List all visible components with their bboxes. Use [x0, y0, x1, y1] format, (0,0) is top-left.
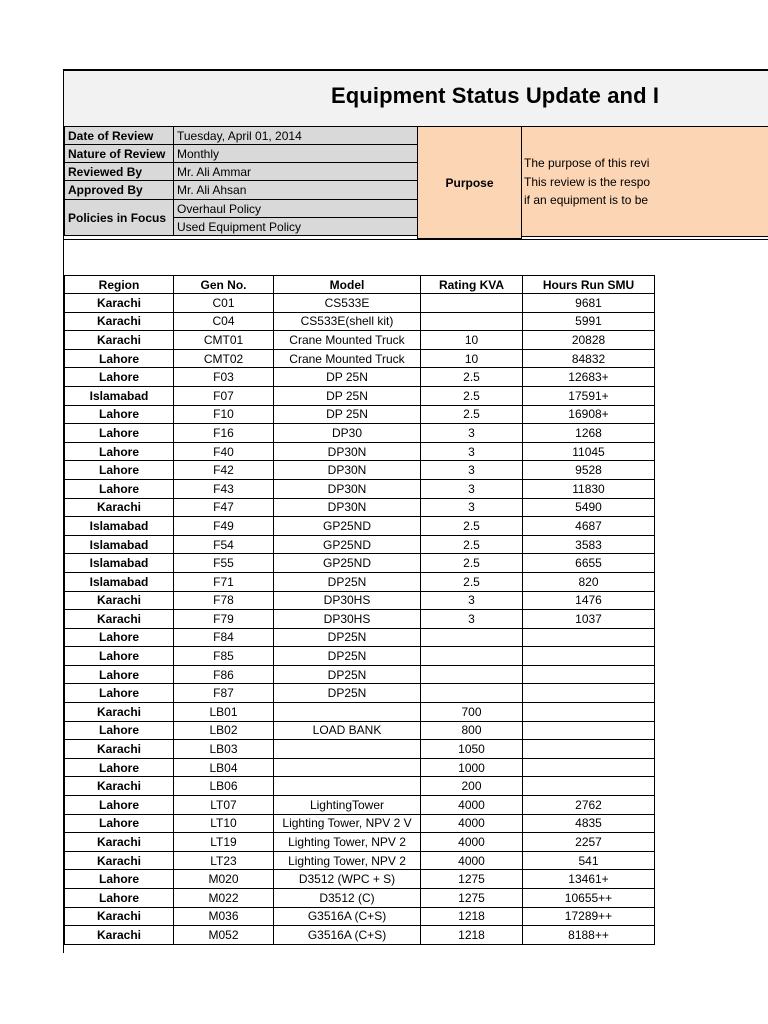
cell-hours-run: 16908+	[523, 405, 655, 424]
table-row	[65, 889, 655, 908]
cell-gen-no: M052	[174, 926, 274, 945]
cell-region: Lahore	[65, 405, 174, 424]
cell-hours-run	[523, 740, 655, 759]
cell-rating-kva: 4000	[421, 833, 523, 852]
table-row	[65, 554, 655, 573]
cell-model: G3516A (C+S)	[274, 907, 421, 926]
cell-hours-run: 4687	[523, 517, 655, 536]
cell-rating-kva: 1218	[421, 926, 523, 945]
table-row	[65, 926, 655, 945]
cell-hours-run: 12683+	[523, 368, 655, 387]
cell-model: D3512 (C)	[274, 889, 421, 908]
cell-gen-no: C01	[174, 294, 274, 313]
cell-hours-run: 1268	[523, 424, 655, 443]
cell-rating-kva: 200	[421, 777, 523, 796]
cell-region: Karachi	[65, 833, 174, 852]
cell-rating-kva: 1000	[421, 758, 523, 777]
cell-model: GP25ND	[274, 517, 421, 536]
cell-hours-run: 8188++	[523, 926, 655, 945]
review-header	[64, 126, 768, 239]
cell-region: Karachi	[65, 591, 174, 610]
cell-hours-run: 2257	[523, 833, 655, 852]
table-row	[65, 647, 655, 666]
cell-rating-kva	[421, 628, 523, 647]
table-row	[65, 758, 655, 777]
table-row	[65, 907, 655, 926]
table-row	[65, 386, 655, 405]
cell-model	[274, 740, 421, 759]
cell-hours-run: 1476	[523, 591, 655, 610]
table-row	[65, 479, 655, 498]
review-details-table	[64, 126, 419, 236]
cell-region: Lahore	[65, 479, 174, 498]
purpose-text	[521, 126, 768, 237]
policy-item: Overhaul Policy	[174, 200, 419, 218]
detail-value: Mr. Ali Ahsan	[174, 181, 419, 200]
cell-gen-no: LB06	[174, 777, 274, 796]
table-row	[65, 814, 655, 833]
cell-hours-run	[523, 721, 655, 740]
cell-hours-run	[523, 758, 655, 777]
detail-value: Monthly	[174, 145, 419, 163]
cell-rating-kva: 2.5	[421, 405, 523, 424]
cell-region: Lahore	[65, 368, 174, 387]
cell-model: LOAD BANK	[274, 721, 421, 740]
cell-rating-kva: 3	[421, 424, 523, 443]
cell-region: Lahore	[65, 461, 174, 480]
cell-model: DP25N	[274, 572, 421, 591]
cell-rating-kva: 1218	[421, 907, 523, 926]
cell-gen-no: F42	[174, 461, 274, 480]
cell-hours-run	[523, 647, 655, 666]
detail-value: Tuesday, April 01, 2014	[174, 127, 419, 145]
table-row	[65, 312, 655, 331]
cell-gen-no: LT23	[174, 851, 274, 870]
cell-rating-kva: 3	[421, 498, 523, 517]
table-row	[65, 405, 655, 424]
cell-gen-no: LT07	[174, 796, 274, 815]
cell-hours-run: 11045	[523, 442, 655, 461]
cell-rating-kva	[421, 665, 523, 684]
policy-item: Used Equipment Policy	[174, 218, 419, 236]
cell-model: DP 25N	[274, 368, 421, 387]
cell-hours-run: 9528	[523, 461, 655, 480]
column-header-hours-run: Hours Run SMU	[523, 276, 655, 294]
purpose-line: if an equipment is to be	[524, 193, 649, 207]
cell-rating-kva: 10	[421, 349, 523, 368]
review-detail-row	[65, 163, 419, 181]
table-row	[65, 796, 655, 815]
detail-label: Nature of Review	[65, 145, 174, 163]
cell-rating-kva: 4000	[421, 851, 523, 870]
table-row	[65, 517, 655, 536]
cell-hours-run: 17289++	[523, 907, 655, 926]
cell-hours-run: 10655++	[523, 889, 655, 908]
sheet-title: Equipment Status Update and I	[331, 83, 660, 108]
cell-region: Karachi	[65, 926, 174, 945]
table-row	[65, 851, 655, 870]
table-row	[65, 442, 655, 461]
cell-rating-kva: 3	[421, 591, 523, 610]
cell-gen-no: F84	[174, 628, 274, 647]
policy-row	[65, 200, 419, 218]
cell-hours-run	[523, 684, 655, 703]
cell-region: Lahore	[65, 870, 174, 889]
cell-hours-run: 3583	[523, 535, 655, 554]
cell-gen-no: M022	[174, 889, 274, 908]
column-header-gen-no: Gen No.	[174, 276, 274, 294]
cell-model: DP25N	[274, 684, 421, 703]
cell-rating-kva: 1050	[421, 740, 523, 759]
cell-gen-no: F43	[174, 479, 274, 498]
table-row	[65, 740, 655, 759]
cell-region: Karachi	[65, 777, 174, 796]
cell-region: Lahore	[65, 758, 174, 777]
cell-hours-run	[523, 665, 655, 684]
cell-region: Lahore	[65, 684, 174, 703]
cell-region: Karachi	[65, 331, 174, 350]
cell-rating-kva: 800	[421, 721, 523, 740]
cell-model: GP25ND	[274, 554, 421, 573]
cell-region: Islamabad	[65, 517, 174, 536]
cell-gen-no: CMT01	[174, 331, 274, 350]
cell-gen-no: C04	[174, 312, 274, 331]
cell-hours-run: 20828	[523, 331, 655, 350]
review-detail-row	[65, 127, 419, 145]
cell-gen-no: F07	[174, 386, 274, 405]
table-row	[65, 870, 655, 889]
table-row	[65, 572, 655, 591]
purpose-label: Purpose	[417, 126, 522, 239]
cell-region: Lahore	[65, 349, 174, 368]
cell-model: DP 25N	[274, 386, 421, 405]
cell-gen-no: F40	[174, 442, 274, 461]
cell-region: Karachi	[65, 703, 174, 722]
cell-hours-run: 820	[523, 572, 655, 591]
cell-model: D3512 (WPC + S)	[274, 870, 421, 889]
cell-rating-kva: 2.5	[421, 386, 523, 405]
cell-gen-no: LB03	[174, 740, 274, 759]
cell-gen-no: F10	[174, 405, 274, 424]
table-row	[65, 833, 655, 852]
table-row	[65, 591, 655, 610]
cell-model: DP30	[274, 424, 421, 443]
table-row	[65, 368, 655, 387]
cell-rating-kva: 700	[421, 703, 523, 722]
cell-model: Lighting Tower, NPV 2	[274, 851, 421, 870]
cell-gen-no: F78	[174, 591, 274, 610]
cell-gen-no: CMT02	[174, 349, 274, 368]
cell-rating-kva: 2.5	[421, 535, 523, 554]
cell-hours-run: 1037	[523, 610, 655, 629]
cell-model: DP30N	[274, 461, 421, 480]
table-row	[65, 721, 655, 740]
cell-gen-no: F03	[174, 368, 274, 387]
cell-rating-kva: 10	[421, 331, 523, 350]
cell-model: GP25ND	[274, 535, 421, 554]
cell-rating-kva: 3	[421, 610, 523, 629]
cell-rating-kva	[421, 294, 523, 313]
cell-region: Islamabad	[65, 554, 174, 573]
cell-hours-run	[523, 628, 655, 647]
table-row	[65, 498, 655, 517]
cell-model: G3516A (C+S)	[274, 926, 421, 945]
cell-region: Lahore	[65, 796, 174, 815]
detail-label: Date of Review	[65, 127, 174, 145]
cell-model: Crane Mounted Truck	[274, 331, 421, 350]
cell-hours-run: 6655	[523, 554, 655, 573]
spreadsheet	[63, 69, 768, 953]
cell-gen-no: LB04	[174, 758, 274, 777]
cell-model	[274, 777, 421, 796]
cell-model: DP30HS	[274, 591, 421, 610]
cell-model: DP30N	[274, 479, 421, 498]
header-row	[65, 276, 655, 294]
cell-region: Karachi	[65, 851, 174, 870]
cell-hours-run: 17591+	[523, 386, 655, 405]
cell-model: Lighting Tower, NPV 2	[274, 833, 421, 852]
cell-region: Lahore	[65, 442, 174, 461]
table-row	[65, 777, 655, 796]
review-detail-row	[65, 181, 419, 200]
cell-rating-kva: 3	[421, 442, 523, 461]
column-header-model: Model	[274, 276, 421, 294]
cell-region: Lahore	[65, 647, 174, 666]
cell-gen-no: M036	[174, 907, 274, 926]
cell-model: LightingTower	[274, 796, 421, 815]
cell-model: DP25N	[274, 628, 421, 647]
cell-gen-no: F47	[174, 498, 274, 517]
table-row	[65, 349, 655, 368]
cell-region: Islamabad	[65, 386, 174, 405]
cell-rating-kva: 3	[421, 461, 523, 480]
cell-region: Islamabad	[65, 572, 174, 591]
cell-hours-run: 5991	[523, 312, 655, 331]
column-header-rating-kva: Rating KVA	[421, 276, 523, 294]
cell-gen-no: LT19	[174, 833, 274, 852]
cell-rating-kva: 4000	[421, 814, 523, 833]
table-row	[65, 331, 655, 350]
cell-region: Islamabad	[65, 535, 174, 554]
cell-model: CS533E	[274, 294, 421, 313]
table-row	[65, 703, 655, 722]
cell-hours-run: 13461+	[523, 870, 655, 889]
table-row	[65, 628, 655, 647]
cell-model: DP30HS	[274, 610, 421, 629]
review-detail-row	[65, 145, 419, 163]
cell-region: Karachi	[65, 498, 174, 517]
cell-model: DP30N	[274, 442, 421, 461]
cell-hours-run	[523, 777, 655, 796]
cell-model: CS533E(shell kit)	[274, 312, 421, 331]
cell-model: Crane Mounted Truck	[274, 349, 421, 368]
cell-model	[274, 758, 421, 777]
cell-region: Karachi	[65, 294, 174, 313]
cell-rating-kva: 2.5	[421, 572, 523, 591]
cell-rating-kva: 1275	[421, 889, 523, 908]
cell-gen-no: F79	[174, 610, 274, 629]
cell-region: Karachi	[65, 740, 174, 759]
equipment-table	[64, 275, 655, 945]
cell-region: Lahore	[65, 665, 174, 684]
cell-rating-kva	[421, 312, 523, 331]
detail-label: Approved By	[65, 181, 174, 200]
cell-gen-no: F85	[174, 647, 274, 666]
table-row	[65, 610, 655, 629]
cell-hours-run: 4835	[523, 814, 655, 833]
cell-gen-no: F86	[174, 665, 274, 684]
cell-model: DP25N	[274, 647, 421, 666]
policies-label: Policies in Focus	[65, 200, 174, 236]
cell-model: Lighting Tower, NPV 2 V	[274, 814, 421, 833]
cell-region: Karachi	[65, 312, 174, 331]
cell-region: Lahore	[65, 889, 174, 908]
detail-label: Reviewed By	[65, 163, 174, 181]
cell-model: DP25N	[274, 665, 421, 684]
cell-rating-kva	[421, 684, 523, 703]
cell-region: Lahore	[65, 628, 174, 647]
cell-region: Lahore	[65, 814, 174, 833]
cell-gen-no: LB02	[174, 721, 274, 740]
cell-hours-run: 541	[523, 851, 655, 870]
cell-gen-no: F49	[174, 517, 274, 536]
column-header-region: Region	[65, 276, 174, 294]
cell-rating-kva: 3	[421, 479, 523, 498]
cell-hours-run: 11830	[523, 479, 655, 498]
title-band	[64, 71, 768, 126]
table-row	[65, 294, 655, 313]
cell-gen-no: LB01	[174, 703, 274, 722]
detail-value: Mr. Ali Ammar	[174, 163, 419, 181]
purpose-line: The purpose of this revi	[524, 156, 650, 170]
cell-rating-kva: 4000	[421, 796, 523, 815]
cell-gen-no: LT10	[174, 814, 274, 833]
cell-region: Lahore	[65, 721, 174, 740]
cell-hours-run: 9681	[523, 294, 655, 313]
cell-gen-no: F87	[174, 684, 274, 703]
cell-hours-run: 84832	[523, 349, 655, 368]
cell-hours-run: 5490	[523, 498, 655, 517]
cell-rating-kva: 2.5	[421, 517, 523, 536]
cell-model: DP 25N	[274, 405, 421, 424]
table-row	[65, 461, 655, 480]
cell-rating-kva: 2.5	[421, 368, 523, 387]
cell-rating-kva: 1275	[421, 870, 523, 889]
cell-gen-no: F55	[174, 554, 274, 573]
cell-gen-no: F71	[174, 572, 274, 591]
table-row	[65, 665, 655, 684]
spacer-row	[64, 239, 768, 276]
table-row	[65, 424, 655, 443]
cell-hours-run: 2762	[523, 796, 655, 815]
cell-region: Karachi	[65, 610, 174, 629]
cell-model	[274, 703, 421, 722]
cell-gen-no: F54	[174, 535, 274, 554]
cell-gen-no: F16	[174, 424, 274, 443]
cell-gen-no: M020	[174, 870, 274, 889]
table-row	[65, 684, 655, 703]
cell-region: Karachi	[65, 907, 174, 926]
cell-hours-run	[523, 703, 655, 722]
table-row	[65, 535, 655, 554]
cell-rating-kva	[421, 647, 523, 666]
purpose-line: This review is the respo	[524, 174, 651, 189]
cell-region: Lahore	[65, 424, 174, 443]
cell-model: DP30N	[274, 498, 421, 517]
cell-rating-kva: 2.5	[421, 554, 523, 573]
